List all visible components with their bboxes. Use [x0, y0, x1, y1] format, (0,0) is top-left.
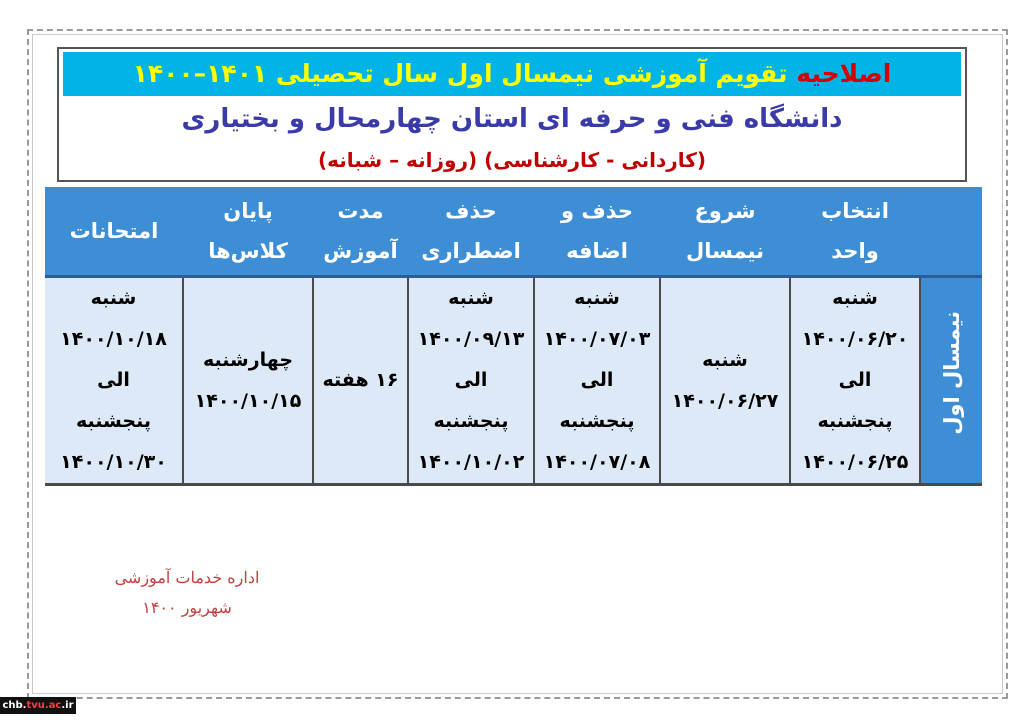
table-cell: شنبه ۱۴۰۰/۱۰/۱۸ الی پنجشنبه ۱۴۰۰/۱۰/۳۰: [45, 277, 183, 485]
table-cell: چهارشنبه ۱۴۰۰/۱۰/۱۵: [183, 277, 313, 485]
title-accent: اصلاحیه: [796, 59, 892, 88]
signature-date: شهریور ۱۴۰۰: [142, 598, 232, 617]
table-cell: شنبه ۱۴۰۰/۰۹/۱۳ الی پنجشنبه ۱۴۰۰/۱۰/۰۲: [408, 277, 534, 485]
table-cell: شنبه ۱۴۰۰/۰۷/۰۳ الی پنجشنبه ۱۴۰۰/۰۷/۰۸: [534, 277, 660, 485]
column-header: حذف و اضافه: [534, 187, 660, 277]
table-row: [45, 277, 982, 485]
column-header: انتخاب واحد: [790, 187, 920, 277]
header-box: [57, 47, 967, 182]
header-corner: [920, 187, 982, 277]
column-header: شروع نیمسال: [660, 187, 790, 277]
badge-suffix: .ir: [61, 700, 74, 711]
badge-accent: tvu.ac: [26, 700, 62, 711]
office-name: اداره خدمات آموزشی: [114, 568, 260, 587]
column-header: پایان کلاس‌ها: [183, 187, 313, 277]
table-header-row: [45, 187, 982, 277]
badge-prefix: chb.: [2, 700, 27, 711]
site-badge: [0, 697, 76, 714]
table-cell: شنبه ۱۴۰۰/۰۶/۲۷: [660, 277, 790, 485]
table-cell: ۱۶ هفته: [313, 277, 408, 485]
column-header: حذف اضطراری: [408, 187, 534, 277]
title-band: [63, 52, 961, 96]
row-label-cell: [920, 277, 982, 485]
title-main: تقویم آموزشی نیمسال اول سال تحصیلی ۱۴۰۱–۱۴۰۰: [132, 59, 788, 88]
column-header: مدت آموزش: [313, 187, 408, 277]
program-types: (کاردانی - کارشناسی) (روزانه – شبانه): [317, 148, 707, 172]
university-name: دانشگاه فنی و حرفه ای استان چهارمحال و بختیاری: [181, 104, 843, 134]
table-cell: شنبه ۱۴۰۰/۰۶/۲۰ الی پنجشنبه ۱۴۰۰/۰۶/۲۵: [790, 277, 920, 485]
column-header: امتحانات: [45, 187, 183, 277]
row-label: نیمسال اول: [939, 311, 964, 435]
office-signature: [102, 563, 272, 623]
calendar-table: [45, 187, 982, 486]
